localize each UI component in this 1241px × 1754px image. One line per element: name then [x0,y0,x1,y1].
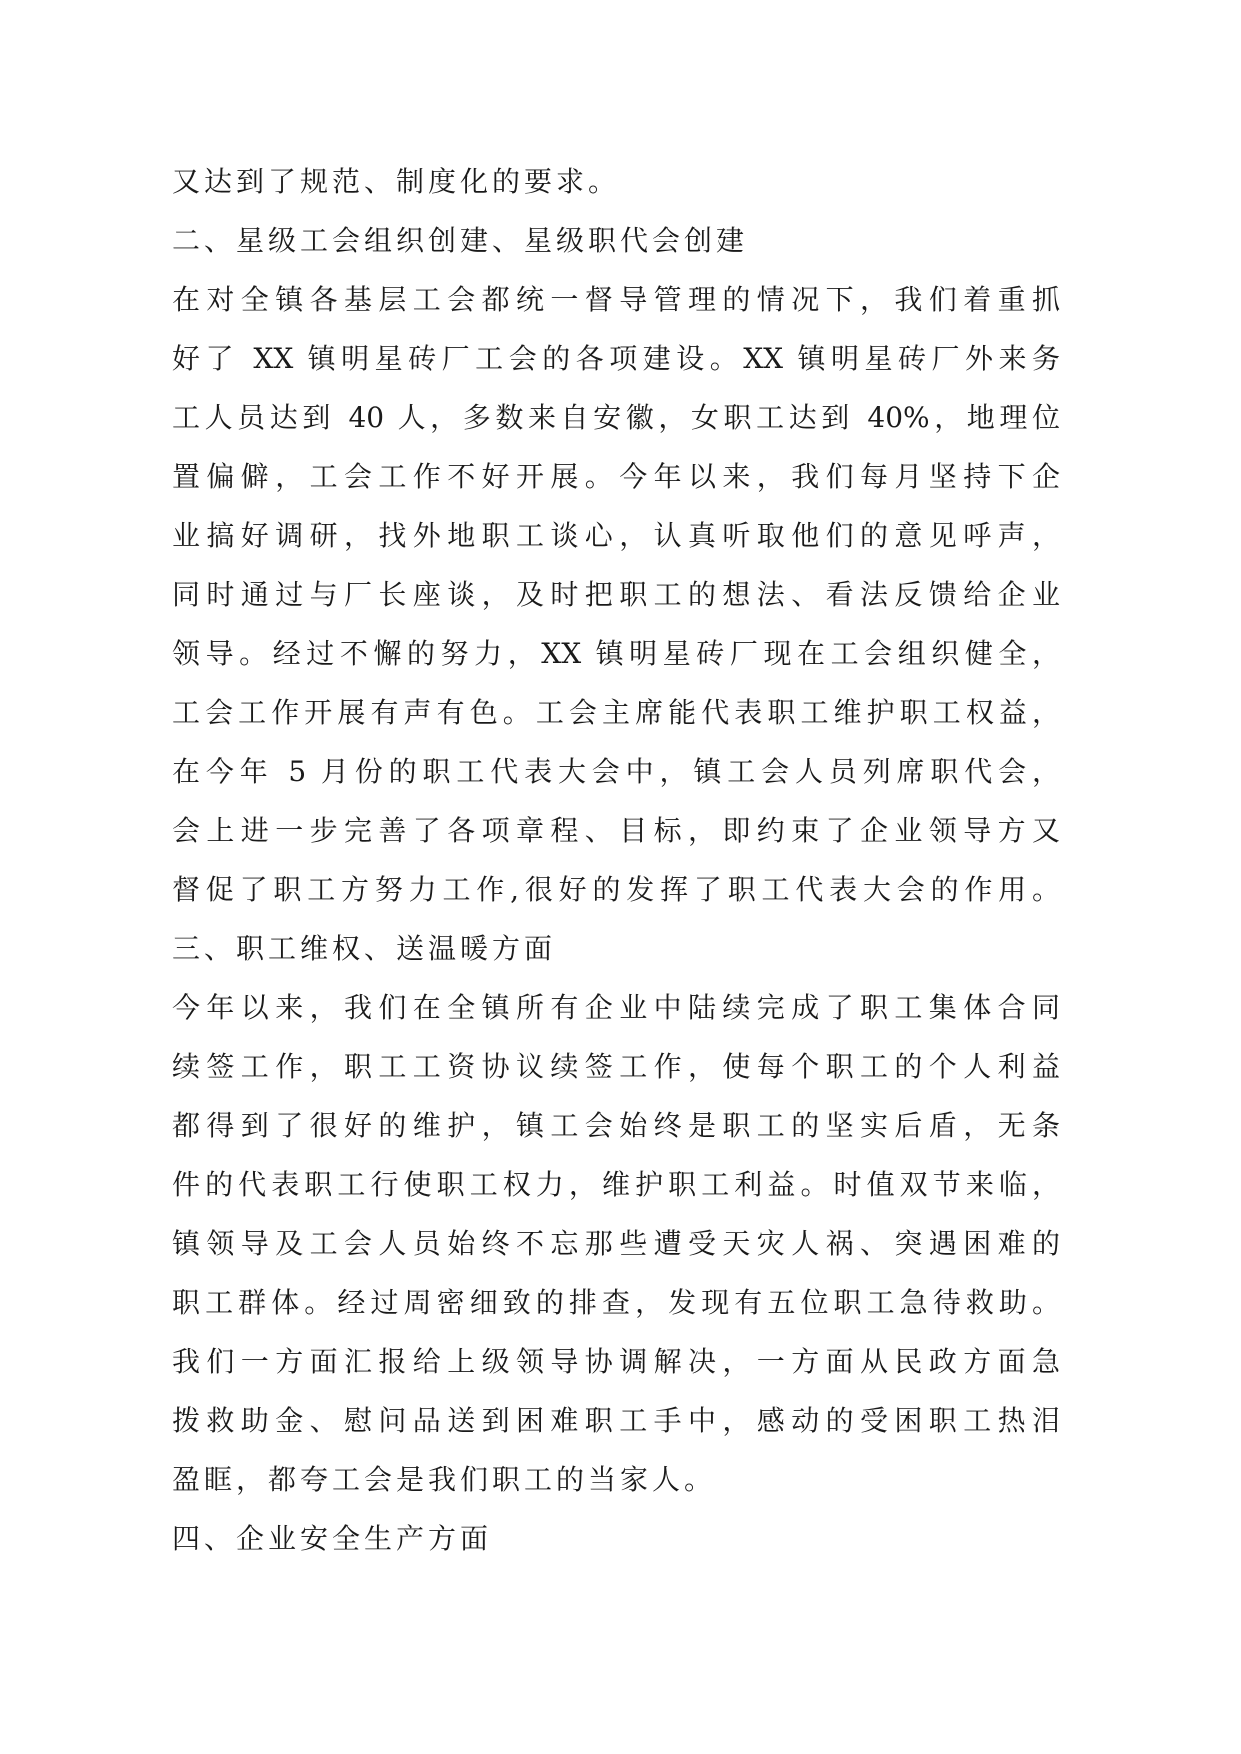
text-line: 同时通过与厂长座谈，及时把职工的想法、看法反馈给企业 [172,578,1060,611]
text-line: 都得到了很好的维护，镇工会始终是职工的坚实后盾，无条 [172,1109,1060,1142]
text-line: 置偏僻，工会工作不好开展。今年以来，我们每月坚持下企 [172,460,1060,493]
text-line: 好了 XX 镇明星砖厂工会的各项建设。XX 镇明星砖厂外来务 [172,342,1060,375]
section-heading: 二、星级工会组织创建、星级职代会创建 [172,224,749,257]
text-line: 工会工作开展有声有色。工会主席能代表职工维护职工权益， [172,696,1060,729]
text-line: 盈眶，都夸工会是我们职工的当家人。 [172,1463,717,1496]
text-line: 拨救助金、慰问品送到困难职工手中，感动的受困职工热泪 [172,1404,1060,1437]
text-line: 镇领导及工会人员始终不忘那些遭受天灾人祸、突遇困难的 [172,1227,1060,1260]
text-line: 在今年 5 月份的职工代表大会中，镇工会人员列席职代会， [172,755,1060,788]
text-line: 件的代表职工行使职工权力，维护职工利益。时值双节来临， [172,1168,1060,1201]
text-line: 领导。经过不懈的努力，XX 镇明星砖厂现在工会组织健全， [172,637,1060,670]
text-line: 今年以来，我们在全镇所有企业中陆续完成了职工集体合同 [172,991,1060,1024]
text-line: 又达到了规范、制度化的要求。 [172,165,621,198]
text-line: 职工群体。经过周密细致的排查，发现有五位职工急待救助。 [172,1286,1060,1319]
text-line: 续签工作，职工工资协议续签工作，使每个职工的个人利益 [172,1050,1060,1083]
text-line: 工人员达到 40 人，多数来自安徽，女职工达到 40%，地理位 [172,401,1060,434]
document-body [172,152,1060,1568]
text-line: 会上进一步完善了各项章程、目标，即约束了企业领导方又 [172,814,1060,847]
text-line: 业搞好调研，找外地职工谈心，认真听取他们的意见呼声， [172,519,1060,552]
section-heading: 三、职工维权、送温暖方面 [172,932,557,965]
text-line: 在对全镇各基层工会都统一督导管理的情况下，我们着重抓 [172,283,1060,316]
text-line: 我们一方面汇报给上级领导协调解决，一方面从民政方面急 [172,1345,1060,1378]
section-heading: 四、企业安全生产方面 [172,1522,493,1555]
text-line: 督促了职工方努力工作,很好的发挥了职工代表大会的作用。 [172,873,1060,906]
